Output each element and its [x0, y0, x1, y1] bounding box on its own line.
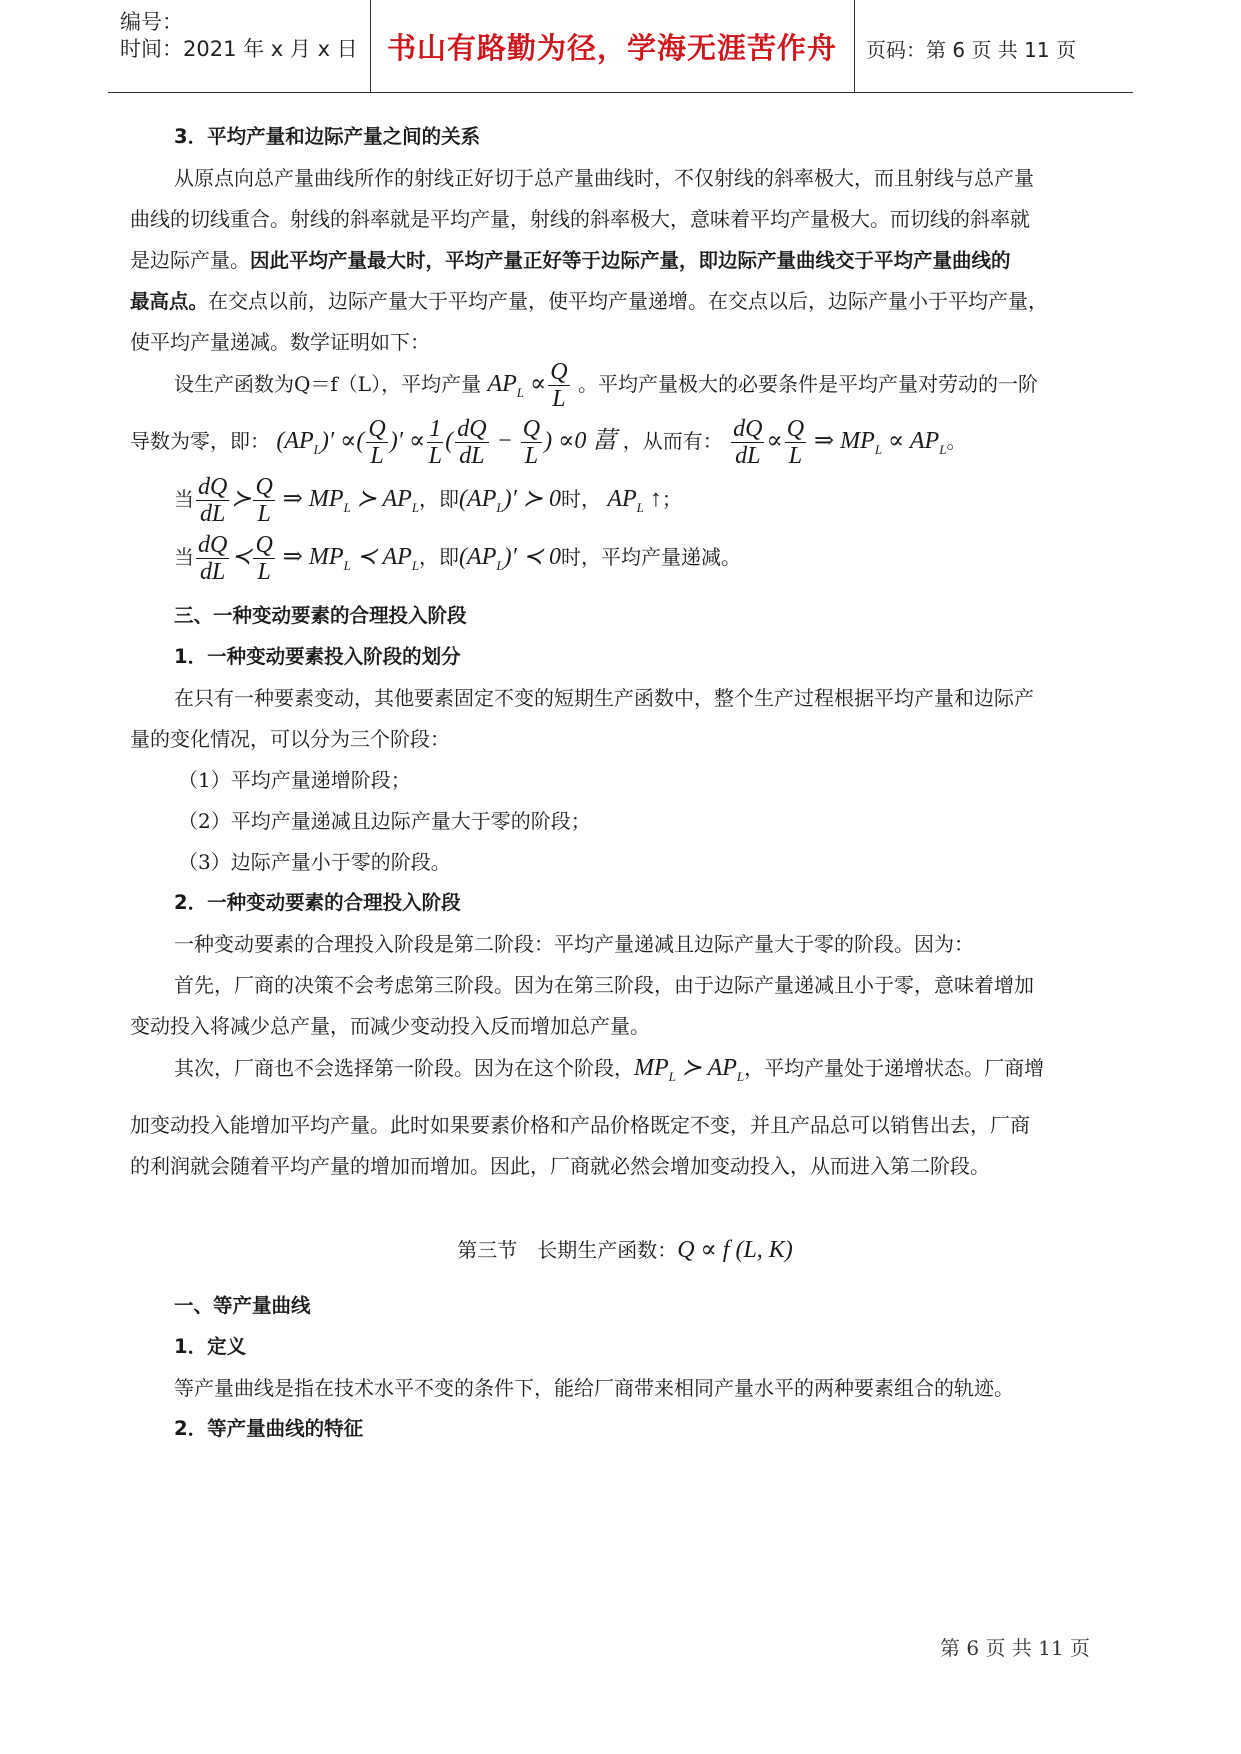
- paragraph-line: [174, 1052, 1044, 1093]
- paragraph-line: 量的变化情况，可以分为三个阶段：: [130, 727, 450, 751]
- paragraph-line: 加变动投入能增加平均产量。此时如果要素价格和产品价格既定不变，并且产品总可以销售出去，厂商: [130, 1113, 1030, 1137]
- header-meta: [108, 0, 371, 92]
- text-run: 是边际产量。: [130, 248, 250, 272]
- subheading: 2．等产量曲线的特征: [174, 1417, 364, 1440]
- section-heading: 三、一种变动要素的合理投入阶段: [174, 604, 467, 627]
- math-prime-gt: $(AP_L)'$ ≻ 0: [459, 486, 561, 515]
- header-page-number: 页码：第 6 页 共 11 页: [866, 38, 1076, 62]
- formula-line-derivative: 导数为零，即： $(AP_L)'$ ∝( $\frac{Q}{L}$ )′ ∝ $\frac{1}{L}$ ( $\frac{dQ}{dL}$ − $\frac{Q}{L}$ ) ∝0 葍 ，从而有： $\frac{dQ}{dL}$ ∝ $\frac{Q}{L}$ ⇒ $MP_L \propto AP_L$。: [130, 415, 967, 469]
- text-run: 时，: [560, 487, 601, 511]
- math-mp-gt-ap: $MP_L$ ≻ $AP_L$: [634, 1055, 745, 1084]
- header-motto-cell: [370, 0, 855, 92]
- text-run: ，即: [419, 487, 460, 511]
- subheading: 1．定义: [174, 1335, 247, 1358]
- subheading: 1．一种变动要素投入阶段的划分: [174, 645, 461, 668]
- text-run: 当: [174, 487, 194, 511]
- text-run: 设生产函数为Q＝f（L），平均产量: [174, 372, 482, 396]
- list-item: （1）平均产量递增阶段；: [178, 768, 411, 792]
- subheading-relation: 3．平均产量和边际产量之间的关系: [174, 125, 481, 148]
- math-ap-def: $AP_L$ ∝ $\frac{Q}{L}$: [487, 358, 568, 412]
- paragraph-line: 首先，厂商的决策不会考虑第三阶段。因为在第三阶段，由于边际产量递减且小于零，意味着增加: [174, 973, 1034, 997]
- math-lt-condition: $\frac{dQ}{dL}$ ≺ $\frac{Q}{L}$ ⇒ $MP_L$ ≺ $AP_L$: [198, 531, 420, 585]
- paragraph-line: [130, 248, 1011, 273]
- formula-line-increasing: 当 $\frac{dQ}{dL}$ ≻ $\frac{Q}{L}$ ⇒ $MP_L$ ≻ $AP_L$，即$(AP_L)'$ ≻ 0时， $AP_L$ ↑；: [174, 473, 682, 527]
- text-run: 在交点以前，边际产量大于平均产量，使平均产量递增。在交点以后，边际产量小于平均产量，: [208, 289, 1049, 313]
- page-footer-number: 第 6 页 共 11 页: [940, 1636, 1090, 1660]
- paragraph-line: 曲线的切线重合。射线的斜率就是平均产量，射线的斜率极大，意味着平均产量极大。而切线的斜率就: [130, 207, 1030, 231]
- math-mp-ap: $\frac{dQ}{dL}$ ∝ $\frac{Q}{L}$ ⇒ $MP_L \propto AP_L$: [733, 415, 947, 469]
- text-run: ，从而有：: [622, 429, 723, 453]
- text-run: ，即: [419, 545, 460, 569]
- math-derivative: $(AP_L)'$ ∝( $\frac{Q}{L}$ )′ ∝ $\frac{1}{L}$ ( $\frac{dQ}{dL}$ − $\frac{Q}{L}$ ) ∝0 葍: [276, 415, 617, 469]
- header-page-cell: [854, 0, 1133, 92]
- paragraph-line: 的利润就会随着平均产量的增加而增加。因此，厂商就必然会增加变动投入，从而进入第二阶段。: [130, 1154, 990, 1178]
- bold-text-run: 因此平均产量最大时，平均产量正好等于边际产量，即边际产量曲线交于平均产量曲线的: [250, 249, 1011, 272]
- header-motto: 书山有路勤为径，学海无涯苦作舟: [386, 31, 837, 65]
- text-run: 第三节 长期生产函数：: [457, 1238, 678, 1262]
- paragraph-line: 等产量曲线是指在技术水平不变的条件下，能给厂商带来相同产量水平的两种要素组合的轨迹。: [174, 1376, 1014, 1400]
- paragraph-line: 一种变动要素的合理投入阶段是第二阶段：平均产量递减且边际产量大于零的阶段。因为：: [174, 932, 974, 956]
- page-header: [108, 0, 1133, 93]
- doc-number-label: 编号：: [120, 10, 183, 34]
- text-run: ，平均产量处于递增状态。厂商增: [744, 1056, 1045, 1080]
- text-run: 。平均产量极大的必要条件是平均产量对劳动的一阶: [577, 372, 1038, 396]
- formula-line-decreasing: [174, 530, 741, 593]
- math-prime-lt: $(AP_L)'$ ≺ 0: [459, 544, 561, 573]
- paragraph-line: [130, 289, 1048, 314]
- bold-text-run: 最高点。: [130, 290, 209, 313]
- subheading: 2．一种变动要素的合理投入阶段: [174, 891, 461, 914]
- formula-line-ap: [174, 358, 1038, 419]
- list-item: （3）边际产量小于零的阶段。: [178, 850, 451, 874]
- doc-date-label: 时间：2021 年 x 月 x 日: [120, 37, 358, 61]
- paragraph-line: 在只有一种要素变动，其他要素固定不变的短期生产函数中，整个生产过程根据平均产量和边际产: [174, 686, 1034, 710]
- math-long-run-function: Q ∝ f (L, K): [677, 1237, 793, 1263]
- text-run: 其次，厂商也不会选择第一阶段。因为在这个阶段，: [174, 1056, 634, 1080]
- text-run: 当: [174, 545, 194, 569]
- section-heading: 一、等产量曲线: [174, 1294, 311, 1317]
- paragraph-line: 变动投入将减少总产量，而减少变动投入反而增加总产量。: [130, 1014, 650, 1038]
- math-ap-up: $AP_L$ ↑: [607, 486, 662, 515]
- text-run: 导数为零，即：: [130, 429, 270, 453]
- chapter-section-title: [130, 1230, 1120, 1270]
- text-run: 时，平均产量递减。: [560, 545, 741, 569]
- math-gt-condition: $\frac{dQ}{dL}$ ≻ $\frac{Q}{L}$ ⇒ $MP_L$ ≻ $AP_L$: [198, 473, 420, 527]
- paragraph-line: 从原点向总产量曲线所作的射线正好切于总产量曲线时，不仅射线的斜率极大，而且射线与总产量: [174, 166, 1034, 190]
- paragraph-line: 使平均产量递减。数学证明如下：: [130, 330, 430, 354]
- list-item: （2）平均产量递减且边际产量大于零的阶段；: [178, 809, 591, 833]
